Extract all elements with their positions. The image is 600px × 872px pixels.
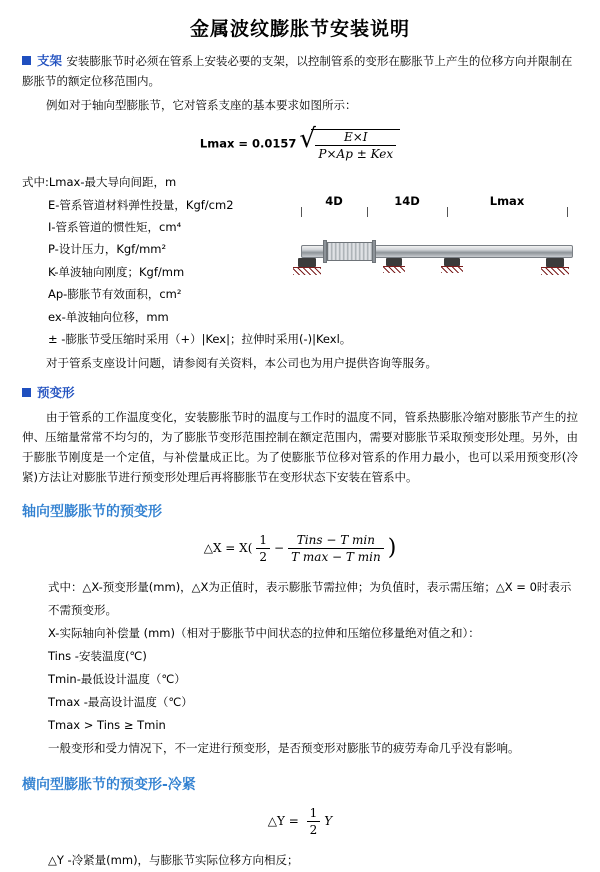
expansion-joint-diagram — [293, 193, 578, 303]
anchor-support-icon — [541, 258, 569, 280]
diagram-dimension-lmax — [447, 193, 567, 215]
lateral-formula-rhs: Y — [324, 814, 333, 829]
legend-line: E-管系管道材料弹性投量，Kgf/cm2 — [48, 197, 234, 212]
lmax-formula-numerator: √ E×I — [315, 130, 396, 146]
axial-note-line: 式中：△X-预变形量(mm)，△X为正值时，表示膨胀节需拉伸；为负值时，表示需压缩；△X = 0时表示不需预变形。 — [48, 580, 572, 618]
axial-note-line: 一般变形和受力情况下，不一定进行预变形，是否预变形对膨胀节的疲劳寿命几乎没有影响。 — [48, 741, 520, 756]
blue-square-icon — [22, 56, 31, 65]
axial-formula-lhs: △X = X( — [203, 541, 253, 556]
dimension-tick — [367, 207, 368, 217]
section-support-paragraph-2: 例如对于轴向型膨胀节，它对管系支座的基本要求如图所示： — [46, 98, 357, 112]
diagram-label-4d: 4D — [325, 194, 343, 209]
axial-formula-frac-num: 1 — [256, 533, 270, 549]
guide-support-icon — [441, 258, 463, 274]
diagram-dimension-row — [293, 193, 578, 215]
legend-line: Ap-膨胀节有效面积，cm² — [48, 287, 182, 302]
legend-line: K-单波轴向刚度；Kgf/mm — [48, 264, 185, 279]
axial-formula-frac-den: 2 — [259, 550, 268, 565]
diagram-assembly — [293, 219, 578, 299]
axial-formula-big-den: T max − T min — [291, 550, 381, 565]
section-heading-support — [22, 51, 578, 91]
axial-formula-minus: − — [274, 541, 285, 556]
legend-line: ± -膨胀节受压缩时采用（+）|Kex|；拉伸时采用(-)|Kexl。 — [48, 332, 352, 347]
diagram-label-14d: 14D — [394, 194, 420, 209]
legend-line: P-设计压力，Kgf/mm² — [48, 242, 167, 257]
lateral-formula-frac-num: 1 — [307, 806, 321, 822]
axial-note-line: X-实际轴向补偿量 (mm)（相对于膨胀节中间状态的拉伸和压缩位移量绝对值之和）： — [48, 626, 480, 641]
anchor-support-icon — [293, 258, 321, 280]
diagram-label-lmax: Lmax — [489, 194, 525, 209]
legend-line: ex-单波轴向位移，mm — [48, 309, 169, 324]
section-heading-axial: 轴向型膨胀节的预变形 — [22, 504, 162, 521]
axial-note-line: Tmax > Tins ≥ Tmin — [48, 718, 166, 733]
lateral-note-line: △Y -冷紧量(mm)，与膨胀节实际位移方向相反； — [48, 853, 299, 868]
bellows-expansion-joint-icon — [327, 242, 373, 261]
legend-line: I-管系管道的惯性矩，cm⁴ — [48, 219, 182, 234]
lmax-formula-denominator: P×Ap ± Kex — [318, 147, 394, 162]
section-support-paragraph-3: 对于管系支座设计问题，请参阅有关资料，本公司也为用户提供咨询等服务。 — [46, 355, 437, 370]
lateral-formula-frac-den: 2 — [309, 823, 318, 838]
axial-formula-big-num: Tins − T min — [288, 533, 384, 549]
axial-note-line: Tmin-最低设计温度（℃） — [48, 672, 186, 687]
page-title: 金属波纹膨胀节安装说明 — [189, 18, 410, 40]
axial-predeform-formula — [22, 533, 578, 564]
section-heading-predeform — [22, 383, 578, 403]
axial-note-line: Tmax -最高设计温度（℃） — [48, 695, 193, 710]
square-root-icon — [299, 127, 400, 161]
axial-note-line: Tins -安装温度(℃) — [48, 649, 147, 664]
document-page — [0, 14, 600, 868]
lateral-formula-lhs: △Y = — [267, 814, 299, 829]
axial-formula-rhs: ) — [387, 535, 397, 561]
section-support-paragraph-1: 安装膨胀节时必须在管系上安装必要的支架，以控制管系的变形在膨胀节上产生的位移方向并限制在膨胀节的额定位移范围内。 — [22, 54, 573, 88]
dimension-tick — [567, 207, 568, 217]
section-heading-support-label: 支架 — [37, 53, 63, 68]
lateral-predeform-formula — [22, 806, 578, 837]
diagram-dimension-14d — [367, 193, 447, 215]
blue-square-icon — [22, 388, 31, 397]
diagram-dimension-4d — [301, 193, 367, 215]
bellows-flange-icon — [372, 240, 376, 263]
dimension-tick — [301, 207, 302, 217]
section-heading-lateral: 横向型膨胀节的预变形-冷紧 — [22, 777, 196, 794]
section-predeform-paragraph-1: 由于管系的工作温度变化，安装膨胀节时的温度与工作时的温度不同，管系热膨胀冷缩对膨胀节产生的拉伸、压缩量常常不均匀的，为了膨胀节变形范围控制在额定范围内，需要对膨胀节采取预变形处理。另外，由于膨胀节刚度是一个定值，与补偿量成正比。为了使膨胀节位移对管系的作用力最小，也可以采用预变形(冷紧)方法让对膨胀节进行预变形处理后再将膨胀节在变形状态下安装在管系中。 — [22, 409, 578, 484]
lmax-formula — [22, 127, 578, 161]
dimension-tick — [447, 207, 448, 217]
legend-line: 式中:Lmax-最大导向间距，m — [22, 175, 177, 190]
legend-and-diagram — [22, 171, 578, 350]
section-heading-predeform-label: 预变形 — [37, 384, 75, 400]
guide-support-icon — [383, 258, 405, 274]
lmax-formula-lhs: Lmax = 0.0157 — [199, 136, 297, 151]
